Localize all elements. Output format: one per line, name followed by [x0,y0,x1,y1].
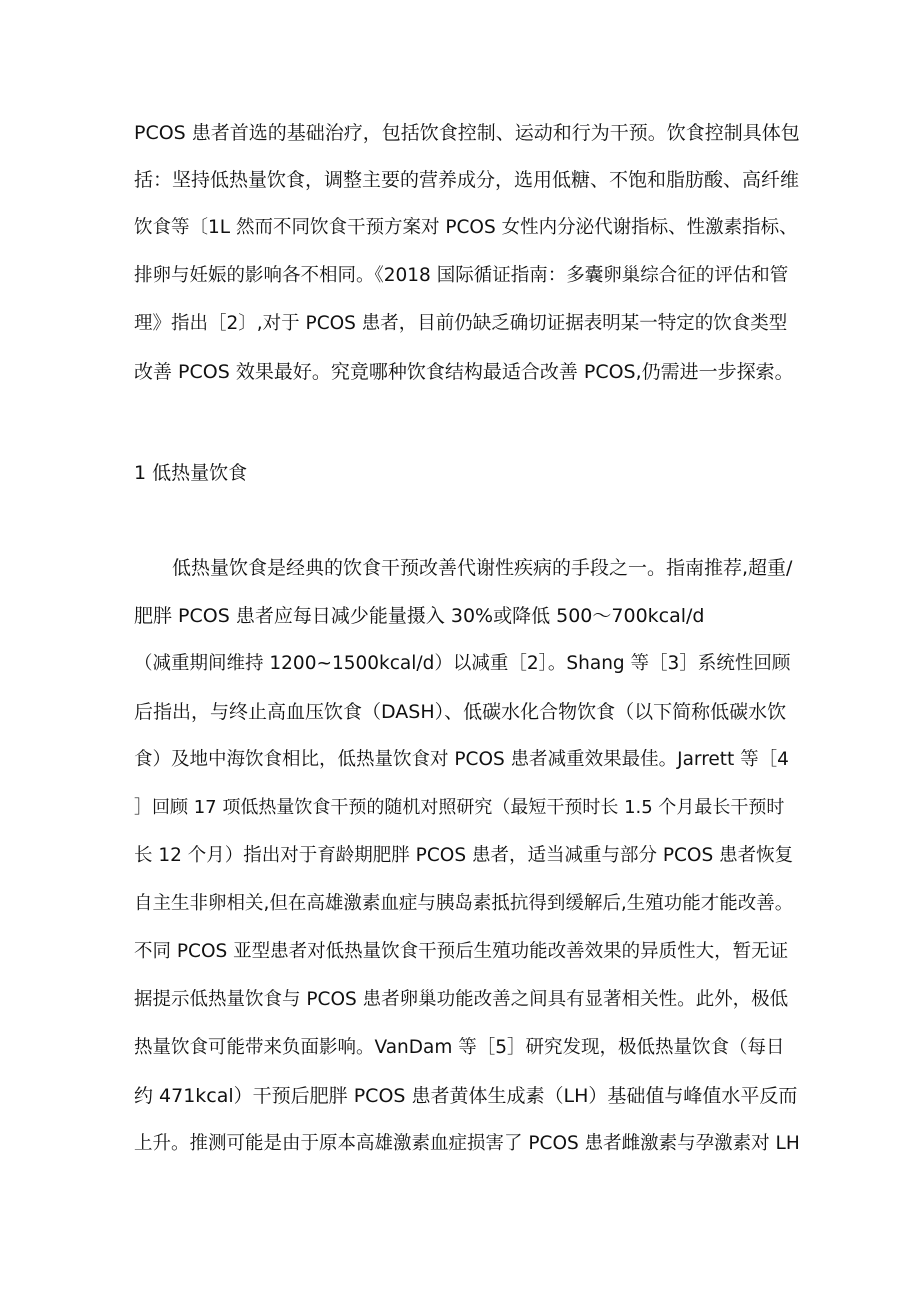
text-line: 饮食等〔1L 然而不同饮食干预方案对 PCOS 女性内分泌代谢指标、性激素指标、 [134,217,798,238]
text-line: 据提示低热量饮食与 PCOS 患者卵巢功能改善之间具有显著相关性。此外，极低 [134,989,789,1010]
text-line: 低热量饮食是经典的饮食干预改善代谢性疾病的手段之一。指南推荐,超重/ [172,557,793,579]
text-line: 不同 PCOS 亚型患者对低热量饮食干预后生殖功能改善效果的异质性大，暂无证 [134,941,789,962]
section-heading: 1 低热量饮食 [134,462,248,484]
text-line: PCOS 患者首选的基础治疗，包括饮食控制、运动和行为干预。饮食控制具体包 [134,122,800,144]
text-line: 食）及地中海饮食相比，低热量饮食对 PCOS 患者减重效果最佳。Jarrett 等［4 [134,749,789,770]
text-line: 上升。推测可能是由于原本高雄激素血症损害了 PCOS 患者雌激素与孕激素对 LH [134,1133,800,1154]
text-line: （减重期间维持 1200~1500kcal/d）以减重［2］。Shang 等［3］系统性回顾 [134,653,791,674]
text-line: 后指出，与终止高血压饮食（DASH）、低碳水化合物饮食（以下简称低碳水饮 [134,701,787,723]
text-line: 改善 PCOS 效果最好。究竟哪种饮食结构最适合改善 PCOS,仍需进一步探索。 [134,361,794,383]
text-line: 括：坚持低热量饮食，调整主要的营养成分，选用低糖、不饱和脂肪酸、高纤维 [134,169,800,191]
text-line: 肥胖 PCOS 患者应每日减少能量摄入 30%或降低 500～700kcal/d [134,605,705,627]
text-line: 长 12 个月）指出对于育龄期肥胖 PCOS 患者，适当减重与部分 PCOS 患者恢复 [134,845,794,866]
text-line: ］回顾 17 项低热量饮食干预的随机对照研究（最短干预时长 1.5 个月最长干预时 [134,797,785,818]
text-line: 热量饮食可能带来负面影响。VanDam 等［5］研究发现，极低热量饮食（每日 [134,1037,785,1058]
text-line: 约 471kcal）干预后肥胖 PCOS 患者黄体生成素（LH）基础值与峰值水平反而 [134,1085,798,1107]
text-line: 排卵与妊娠的影响各不相同。《2018 国际循证指南：多囊卵巢综合征的评估和管 [134,265,789,286]
text-line: 自主生非卵相关,但在高雄激素血症与胰岛素抵抗得到缓解后,生殖功能才能改善。 [134,893,794,914]
text-line: 理》指出［2〕,对于 PCOS 患者，目前仍缺乏确切证据表明某一特定的饮食类型 [134,313,788,334]
